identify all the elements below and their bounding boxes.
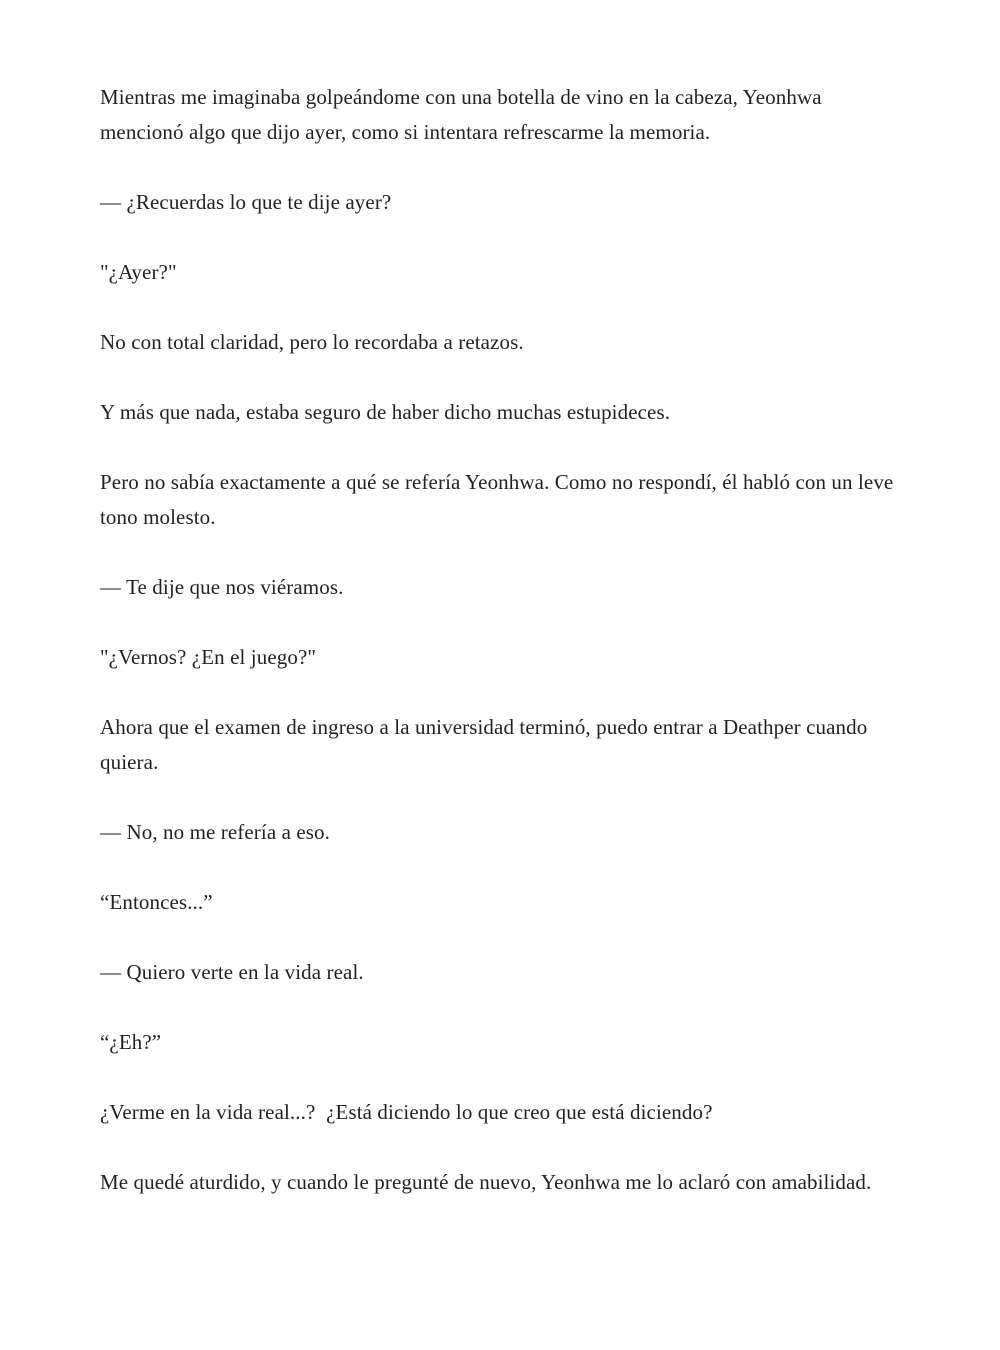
dialogue-line: "¿Vernos? ¿En el juego?"	[100, 645, 317, 669]
dialogue-line: “¿Eh?”	[100, 1030, 162, 1054]
dialogue-line: "¿Ayer?"	[100, 260, 177, 284]
paragraph: No con total claridad, pero lo recordaba a retazos.	[100, 330, 524, 354]
paragraph: Y más que nada, estaba seguro de haber dicho muchas estupideces.	[100, 400, 671, 424]
dialogue-line: — ¿Recuerdas lo que te dije ayer?	[100, 190, 392, 214]
paragraph: Ahora que el examen de ingreso a la universidad terminó, puedo entrar a Deathper cuando quiera.	[100, 715, 873, 774]
paragraph: Me quedé aturdido, y cuando le pregunté de nuevo, Yeonhwa me lo aclaró con amabilidad.	[100, 1170, 872, 1194]
paragraph: ¿Verme en la vida real...? ¿Está diciendo lo que creo que está diciendo?	[100, 1100, 713, 1124]
dialogue-line: “Entonces...”	[100, 890, 213, 914]
dialogue-line: — Te dije que nos viéramos.	[100, 575, 344, 599]
paragraph: Pero no sabía exactamente a qué se refería Yeonhwa. Como no respondí, él habló con un leve tono molesto.	[100, 470, 899, 529]
paragraph: Mientras me imaginaba golpeándome con una botella de vino en la cabeza, Yeonhwa mencionó algo que dijo ayer, como si intentara refrescarme la memoria.	[100, 85, 828, 144]
dialogue-line: — Quiero verte en la vida real.	[100, 960, 364, 984]
dialogue-line: — No, no me refería a eso.	[100, 820, 331, 844]
document-page	[100, 80, 900, 1235]
